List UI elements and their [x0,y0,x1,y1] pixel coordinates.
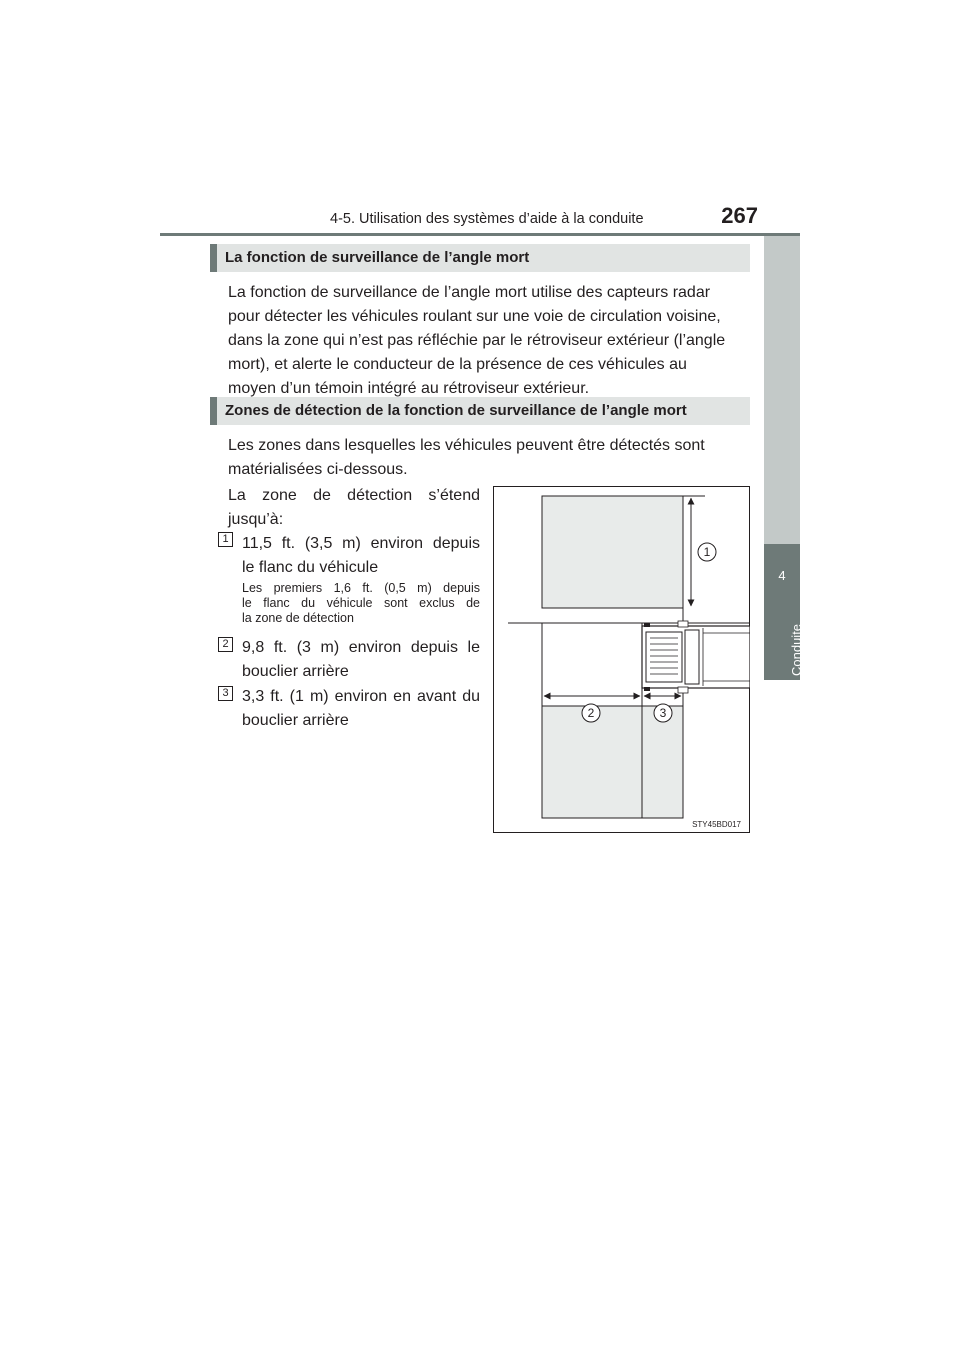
detection-zone-lower [542,706,683,818]
paragraph-line: La fonction de surveillance de l’angle mort utilise des capteurs radar [228,284,711,301]
paragraph-line: moyen d’un témoin intégré au rétroviseur extérieur. [228,380,590,397]
note-line: la zone de détection [242,611,354,625]
page-header [160,200,800,236]
item-number-badge: 3 [218,686,233,701]
detection-zone-diagram [493,486,750,833]
svg-text:1: 1 [703,545,711,559]
section-heading-text: La fonction de surveillance de l’angle mort [225,249,530,266]
paragraph-line: mort), et alerte le conducteur de la présence de ces véhicules au [228,356,687,373]
svg-text:2: 2 [587,706,595,720]
paragraph-line: La zone de détection s’étend [228,487,480,504]
detection-zone-figure [493,486,750,833]
paragraph-line: dans la zone qui n’est pas réfléchie par le rétroviseur extérieur (l’angle [228,332,726,349]
note-line: le flanc du véhicule sont exclus de [242,596,480,610]
paragraph-line: Les zones dans lesquelles les véhicules peuvent être détectés sont [228,437,705,454]
section-heading-text: Zones de détection de la fonction de surveillance de l’angle mort [225,402,687,419]
item-line: 11,5 ft. (3,5 m) environ depuis [242,535,480,552]
page-number: 267 [721,203,758,228]
section-heading-zones [210,397,750,425]
callout-3 [654,704,672,722]
callout-2 [582,704,600,722]
paragraph-line: jusqu’à: [228,511,284,528]
item-line: bouclier arrière [242,712,349,729]
running-title: 4-5. Utilisation des systèmes d’aide à la conduite [330,211,644,227]
paragraph-line: pour détecter les véhicules roulant sur une voie de circulation voisine, [228,308,721,325]
header-rule [160,233,800,236]
figure-code: STY45BD017 [692,820,741,829]
svg-text:3: 3 [659,706,667,720]
chapter-number: 4 [778,568,786,583]
side-tab-upper [764,236,800,544]
item-number-badge: 2 [218,637,233,652]
detection-zone-upper [542,496,683,608]
paragraph-line: matérialisées ci-dessous. [228,461,408,478]
item-line: le flanc du véhicule [242,559,379,576]
note-line: Les premiers 1,6 ft. (0,5 m) depuis [242,581,480,595]
vehicle-top-view [642,621,750,693]
item-number-badge: 1 [218,532,233,547]
chapter-label-box [764,612,804,692]
item-line: 3,3 ft. (1 m) environ en avant du [242,688,480,705]
callout-1 [698,543,716,561]
section-heading-function [210,244,750,272]
item-line: 9,8 ft. (3 m) environ depuis le [242,639,480,656]
item-line: bouclier arrière [242,663,349,680]
chapter-label: Conduite [789,623,804,676]
